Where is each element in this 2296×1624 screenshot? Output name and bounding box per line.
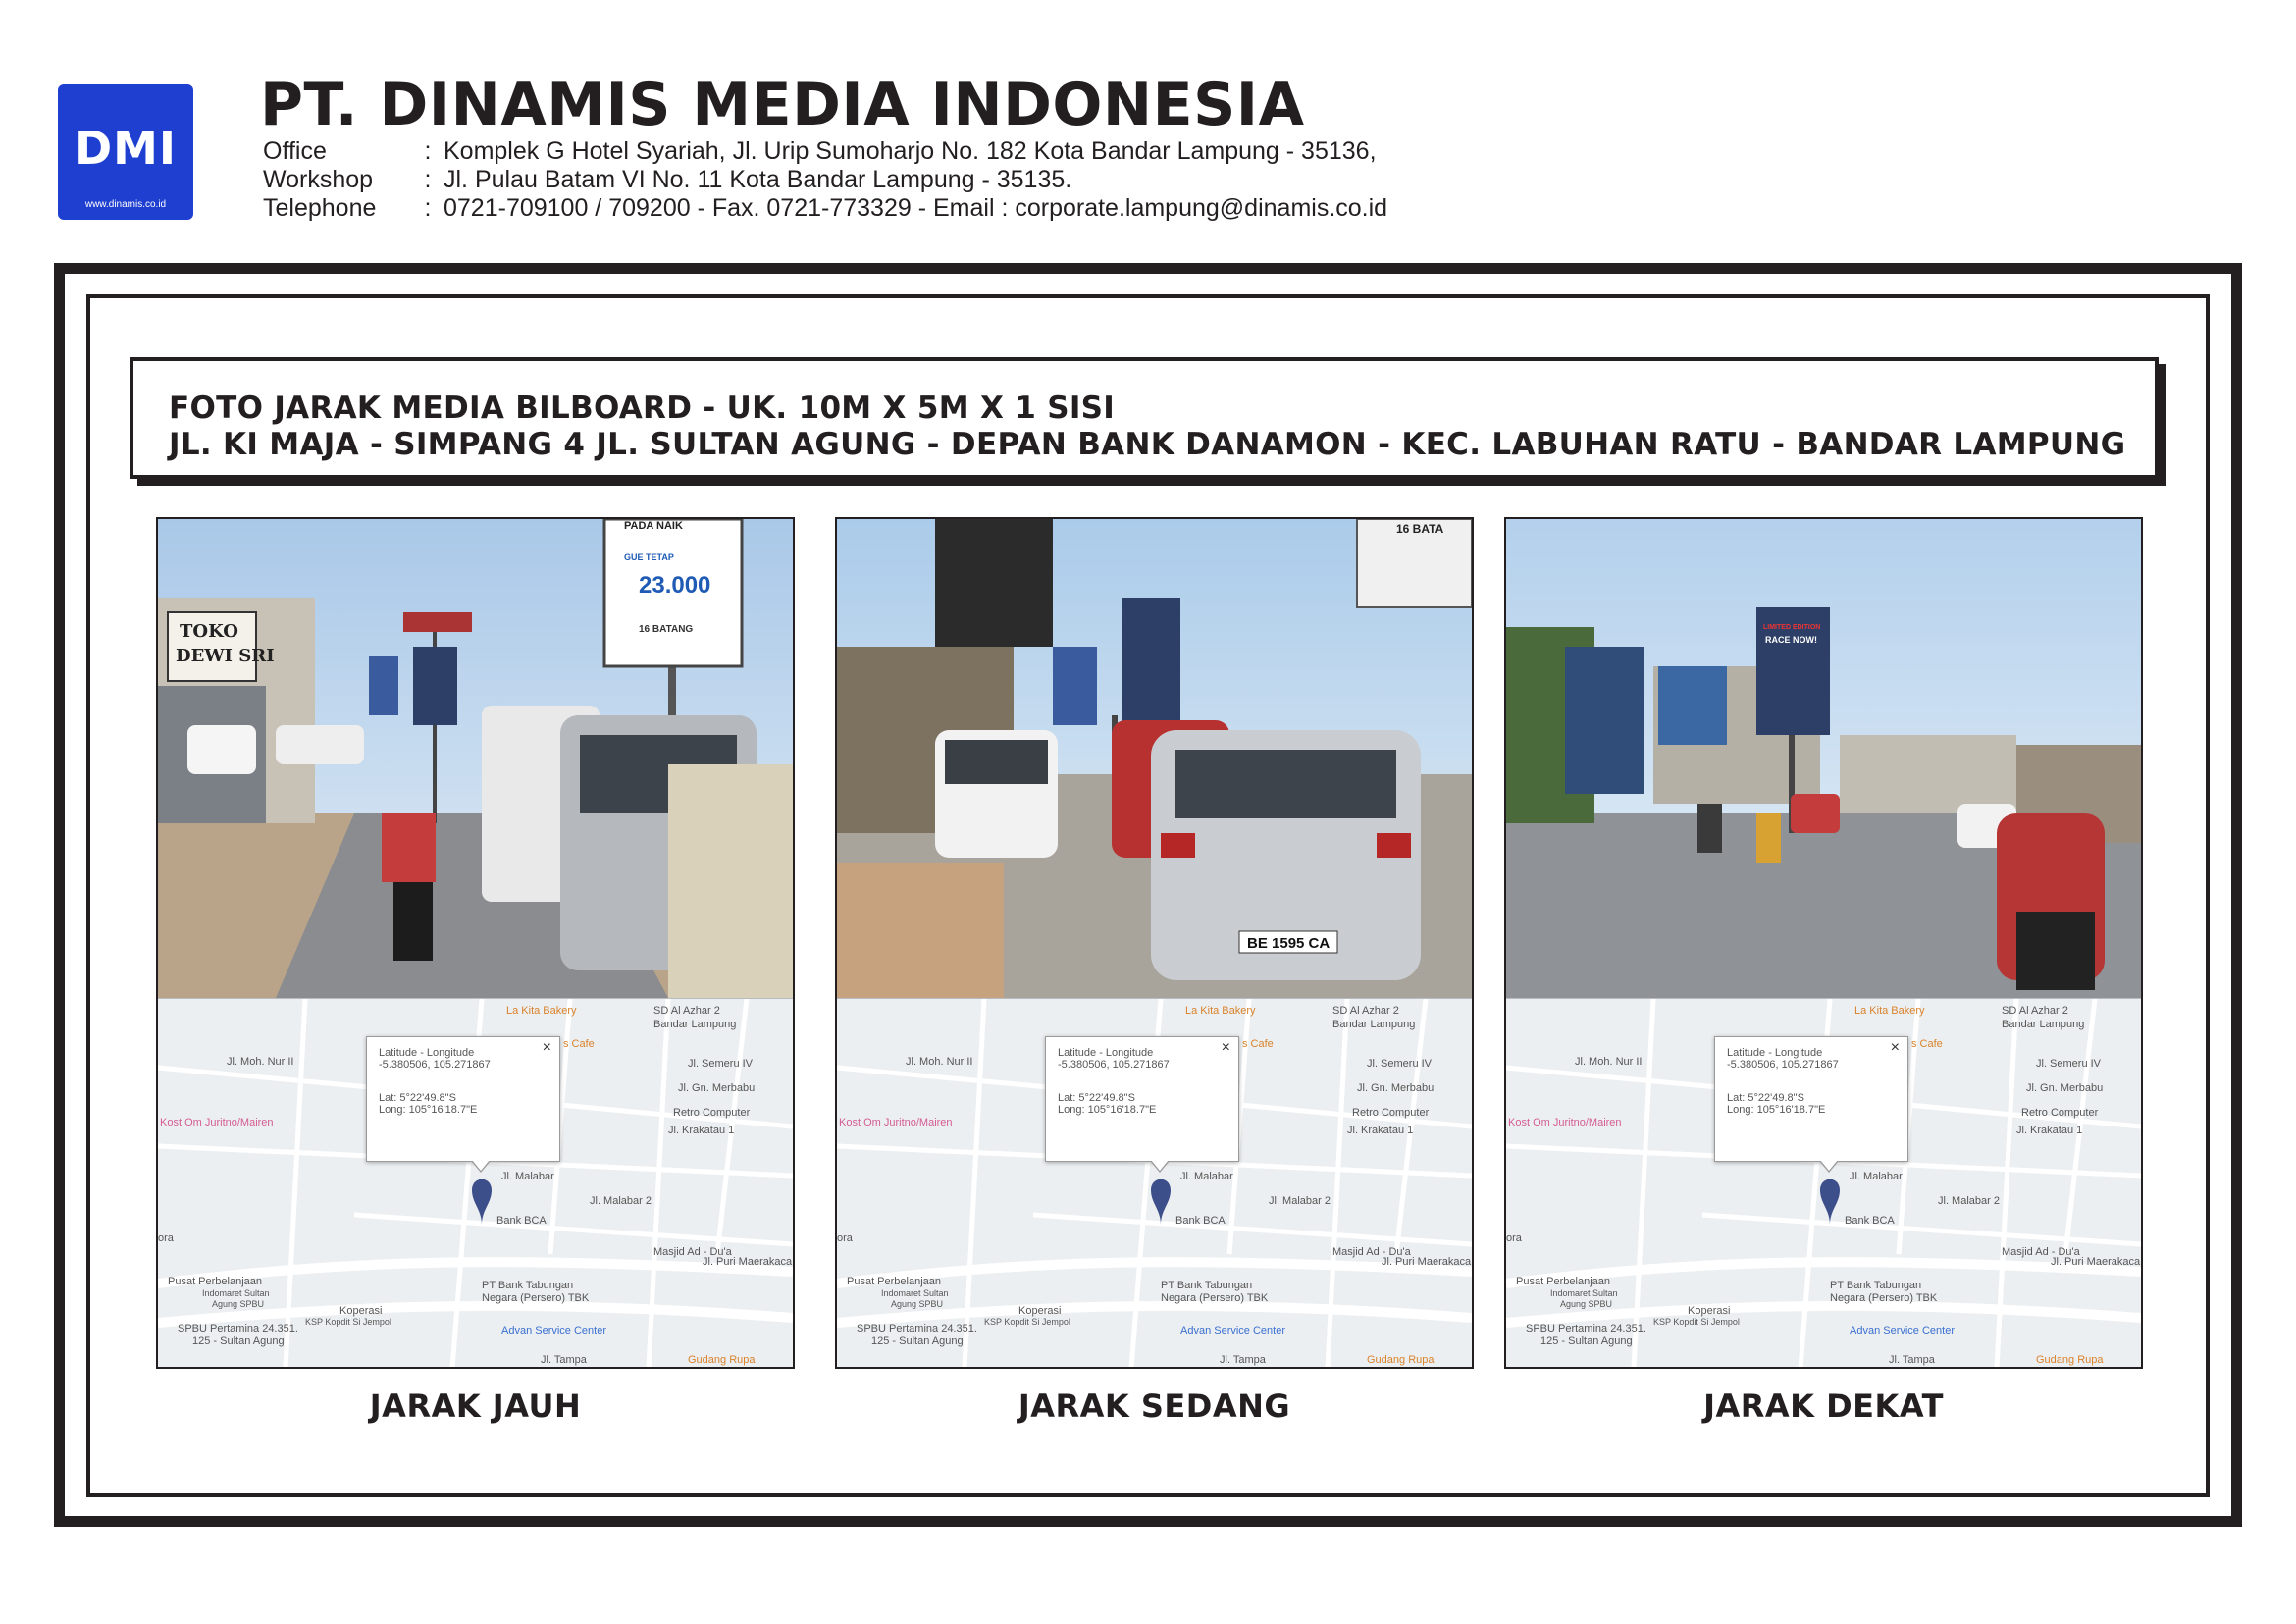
map-label-btn-2: Negara (Persero) TBK	[1161, 1292, 1269, 1304]
map-label-ksp: KSP Kopdit Si Jempol	[984, 1317, 1070, 1327]
logo-mark: DMI	[74, 122, 178, 175]
map-label-masjid: Masjid Ad - Du'a	[653, 1246, 732, 1258]
map-label-krakatau: Jl. Krakatau 1	[2016, 1125, 2083, 1136]
popup-tail	[1150, 1161, 1170, 1173]
popup-tail	[1819, 1161, 1839, 1173]
map-label-school-1: SD Al Azhar 2	[1332, 1005, 1399, 1017]
contact-separator: :	[424, 194, 432, 222]
map-label-moh-nur: Jl. Moh. Nur II	[227, 1056, 294, 1068]
caption-near: JARAK DEKAT	[1703, 1388, 1944, 1425]
map-label-semeru: Jl. Semeru IV	[1367, 1058, 1433, 1070]
map-label-ora: ora	[158, 1232, 174, 1244]
map-label-school-2: Bandar Lampung	[1332, 1019, 1416, 1030]
map-label-gudang: Gudang Rupa	[2036, 1354, 2104, 1366]
photo-far	[158, 519, 793, 998]
close-icon[interactable]: ×	[1890, 1039, 1900, 1056]
map-label-ksp: KSP Kopdit Si Jempol	[305, 1317, 391, 1327]
map-label-btn-1: PT Bank Tabungan	[1830, 1280, 1922, 1291]
panel-near	[1504, 517, 2143, 1369]
map-label-kost: Kost Om Juritno/Mairen	[839, 1117, 953, 1128]
map-label-bakery: La Kita Bakery	[506, 1005, 577, 1017]
map-label-semeru: Jl. Semeru IV	[688, 1058, 754, 1070]
photo-medium	[837, 519, 1472, 998]
popup-heading: Latitude - Longitude	[379, 1047, 475, 1059]
map-label-kost: Kost Om Juritno/Mairen	[1508, 1117, 1622, 1128]
map-label-masjid: Masjid Ad - Du'a	[1332, 1246, 1411, 1258]
panel-medium	[835, 517, 1474, 1369]
contact-separator: :	[424, 137, 432, 165]
map-label-advan: Advan Service Center	[1180, 1325, 1285, 1336]
map-label-puri: Jl. Puri Maerakaca	[2051, 1256, 2141, 1268]
contact-value: 0721-709100 / 709200 - Fax. 0721-773329 - Email : corporate.lampung@dinamis.co.id	[444, 194, 1388, 222]
map-label-school-2: Bandar Lampung	[2002, 1019, 2085, 1030]
map-label-ora: ora	[1506, 1232, 1522, 1244]
map-label-cafe: s Cafe	[1242, 1038, 1274, 1050]
map-label-moh-nur: Jl. Moh. Nur II	[906, 1056, 973, 1068]
map-near	[1506, 998, 2141, 1368]
map-label-bakery: La Kita Bakery	[1854, 1005, 1925, 1017]
map-label-pusat: Pusat Perbelanjaan	[847, 1276, 942, 1287]
map-label-puri: Jl. Puri Maerakaca	[703, 1256, 793, 1268]
map-label-gn-merbabu: Jl. Gn. Merbabu	[2026, 1082, 2104, 1094]
map-label-bank-bca: Bank BCA	[496, 1215, 547, 1227]
map-label-indomaret-1: Indomaret Sultan	[881, 1288, 949, 1298]
title-line-1: FOTO JARAK MEDIA BILBOARD - UK. 10M X 5M X 1 SISI	[169, 391, 1116, 426]
map-label-cafe: s Cafe	[1911, 1038, 1943, 1050]
map-label-koperasi: Koperasi	[1688, 1305, 1731, 1317]
map-label-puri: Jl. Puri Maerakaca	[1382, 1256, 1472, 1268]
coordinate-popup	[1714, 1036, 1908, 1162]
map-label-masjid: Masjid Ad - Du'a	[2002, 1246, 2080, 1258]
map-label-school-1: SD Al Azhar 2	[653, 1005, 720, 1017]
map-label-retro: Retro Computer	[673, 1107, 751, 1119]
map-label-semeru: Jl. Semeru IV	[2036, 1058, 2102, 1070]
map-label-pusat: Pusat Perbelanjaan	[1516, 1276, 1611, 1287]
map-label-krakatau: Jl. Krakatau 1	[668, 1125, 735, 1136]
logo-url: www.dinamis.co.id	[84, 199, 167, 210]
banner-text: 16 BATA	[1396, 522, 1444, 536]
map-label-bank-bca: Bank BCA	[1845, 1215, 1895, 1227]
caption-medium: JARAK SEDANG	[1018, 1388, 1291, 1425]
panel-far	[156, 517, 795, 1369]
banner-text-1: LIMITED EDITION	[1763, 624, 1821, 631]
map-label-malabar-2: Jl. Malabar 2	[590, 1195, 652, 1207]
map-label-advan: Advan Service Center	[501, 1325, 606, 1336]
street-photo-near	[1506, 519, 2141, 998]
banner-text-3: 16 BATANG	[639, 624, 694, 635]
map-label-retro: Retro Computer	[1352, 1107, 1430, 1119]
popup-long: Long: 105°16'18.7"E	[379, 1104, 478, 1116]
map-label-bank-bca: Bank BCA	[1175, 1215, 1226, 1227]
map-label-gudang: Gudang Rupa	[688, 1354, 756, 1366]
map-label-school-2: Bandar Lampung	[653, 1019, 737, 1030]
map-label-school-1: SD Al Azhar 2	[2002, 1005, 2068, 1017]
popup-lat: Lat: 5°22'49.8"S	[1058, 1092, 1135, 1104]
map-label-malabar: Jl. Malabar	[501, 1171, 554, 1182]
map-label-advan: Advan Service Center	[1850, 1325, 1955, 1336]
contact-label: Workshop	[263, 166, 374, 193]
title-line-2: JL. KI MAJA - SIMPANG 4 JL. SULTAN AGUNG - DEPAN BANK DANAMON - KEC. LABUHAN RATU - BANDAR LAMPUNG	[169, 427, 2126, 462]
popup-decimal: -5.380506, 105.271867	[1058, 1059, 1170, 1071]
contact-separator: :	[424, 166, 432, 193]
contact-block	[263, 137, 1387, 223]
license-plate: BE 1595 CA	[1247, 935, 1331, 952]
photo-near	[1506, 519, 2141, 998]
map-label-btn-1: PT Bank Tabungan	[482, 1280, 574, 1291]
contact-row-office	[263, 137, 1387, 166]
coordinate-popup	[1045, 1036, 1239, 1162]
coordinate-popup	[366, 1036, 560, 1162]
map-label-ora: ora	[837, 1232, 853, 1244]
popup-heading: Latitude - Longitude	[1058, 1047, 1154, 1059]
map-label-gn-merbabu: Jl. Gn. Merbabu	[678, 1082, 756, 1094]
map-label-koperasi: Koperasi	[1018, 1305, 1062, 1317]
popup-decimal: -5.380506, 105.271867	[1727, 1059, 1839, 1071]
banner-text-2: RACE NOW!	[1765, 635, 1817, 645]
map-label-spbu-1: SPBU Pertamina 24.351.	[857, 1323, 977, 1335]
close-icon[interactable]: ×	[542, 1039, 551, 1056]
popup-tail	[471, 1161, 491, 1173]
map-label-cafe: s Cafe	[563, 1038, 595, 1050]
title-box	[130, 357, 2159, 479]
banner-text-2: GUE TETAP	[624, 552, 674, 562]
map-label-tampa: Jl. Tampa	[541, 1354, 587, 1366]
street-photo-medium	[837, 519, 1472, 998]
map-label-gn-merbabu: Jl. Gn. Merbabu	[1357, 1082, 1435, 1094]
close-icon[interactable]: ×	[1221, 1039, 1230, 1056]
banner-price: 23.000	[639, 572, 711, 599]
map-label-retro: Retro Computer	[2021, 1107, 2099, 1119]
map-label-krakatau: Jl. Krakatau 1	[1347, 1125, 1414, 1136]
map-label-spbu-1: SPBU Pertamina 24.351.	[178, 1323, 298, 1335]
contact-label: Telephone	[263, 194, 377, 222]
map-label-spbu-2: 125 - Sultan Agung	[192, 1336, 285, 1347]
map-label-malabar-2: Jl. Malabar 2	[1938, 1195, 2000, 1207]
map-label-btn-2: Negara (Persero) TBK	[482, 1292, 590, 1304]
company-name: PT. DINAMIS MEDIA INDONESIA	[260, 71, 1305, 139]
map-label-tampa: Jl. Tampa	[1889, 1354, 1935, 1366]
map-label-bakery: La Kita Bakery	[1185, 1005, 1256, 1017]
popup-lat: Lat: 5°22'49.8"S	[1727, 1092, 1804, 1104]
map-label-spbu-2: 125 - Sultan Agung	[1540, 1336, 1633, 1347]
map-label-ksp: KSP Kopdit Si Jempol	[1653, 1317, 1740, 1327]
map-far	[158, 998, 793, 1368]
company-logo	[58, 84, 193, 220]
contact-row-telephone	[263, 194, 1387, 223]
map-medium	[837, 998, 1472, 1368]
contact-value: Komplek G Hotel Syariah, Jl. Urip Sumoharjo No. 182 Kota Bandar Lampung - 35136,	[444, 137, 1377, 165]
map-label-btn-1: PT Bank Tabungan	[1161, 1280, 1253, 1291]
popup-long: Long: 105°16'18.7"E	[1727, 1104, 1826, 1116]
caption-far: JARAK JAUH	[369, 1388, 582, 1425]
map-label-indomaret-2: Agung SPBU	[891, 1299, 944, 1309]
contact-row-workshop	[263, 166, 1387, 194]
map-label-tampa: Jl. Tampa	[1220, 1354, 1266, 1366]
map-label-koperasi: Koperasi	[339, 1305, 383, 1317]
map-label-malabar-2: Jl. Malabar 2	[1269, 1195, 1331, 1207]
map-label-indomaret-1: Indomaret Sultan	[202, 1288, 270, 1298]
shop-sign-line1: TOKO	[180, 621, 238, 642]
street-photo-far	[158, 519, 793, 998]
map-label-pusat: Pusat Perbelanjaan	[168, 1276, 263, 1287]
map-label-moh-nur: Jl. Moh. Nur II	[1575, 1056, 1643, 1068]
popup-heading: Latitude - Longitude	[1727, 1047, 1823, 1059]
map-label-indomaret-2: Agung SPBU	[1560, 1299, 1613, 1309]
contact-label: Office	[263, 137, 327, 165]
popup-decimal: -5.380506, 105.271867	[379, 1059, 491, 1071]
map-label-btn-2: Negara (Persero) TBK	[1830, 1292, 1938, 1304]
map-label-indomaret-1: Indomaret Sultan	[1550, 1288, 1618, 1298]
map-label-kost: Kost Om Juritno/Mairen	[160, 1117, 274, 1128]
popup-lat: Lat: 5°22'49.8"S	[379, 1092, 456, 1104]
shop-sign-line2: DEWI SRI	[176, 646, 275, 666]
banner-text-1: PADA NAIK	[624, 520, 683, 532]
map-label-malabar: Jl. Malabar	[1850, 1171, 1903, 1182]
map-label-gudang: Gudang Rupa	[1367, 1354, 1435, 1366]
map-label-spbu-1: SPBU Pertamina 24.351.	[1526, 1323, 1646, 1335]
map-label-spbu-2: 125 - Sultan Agung	[871, 1336, 964, 1347]
map-label-malabar: Jl. Malabar	[1180, 1171, 1233, 1182]
popup-long: Long: 105°16'18.7"E	[1058, 1104, 1157, 1116]
map-label-indomaret-2: Agung SPBU	[212, 1299, 265, 1309]
contact-value: Jl. Pulau Batam VI No. 11 Kota Bandar Lampung - 35135.	[444, 166, 1072, 193]
